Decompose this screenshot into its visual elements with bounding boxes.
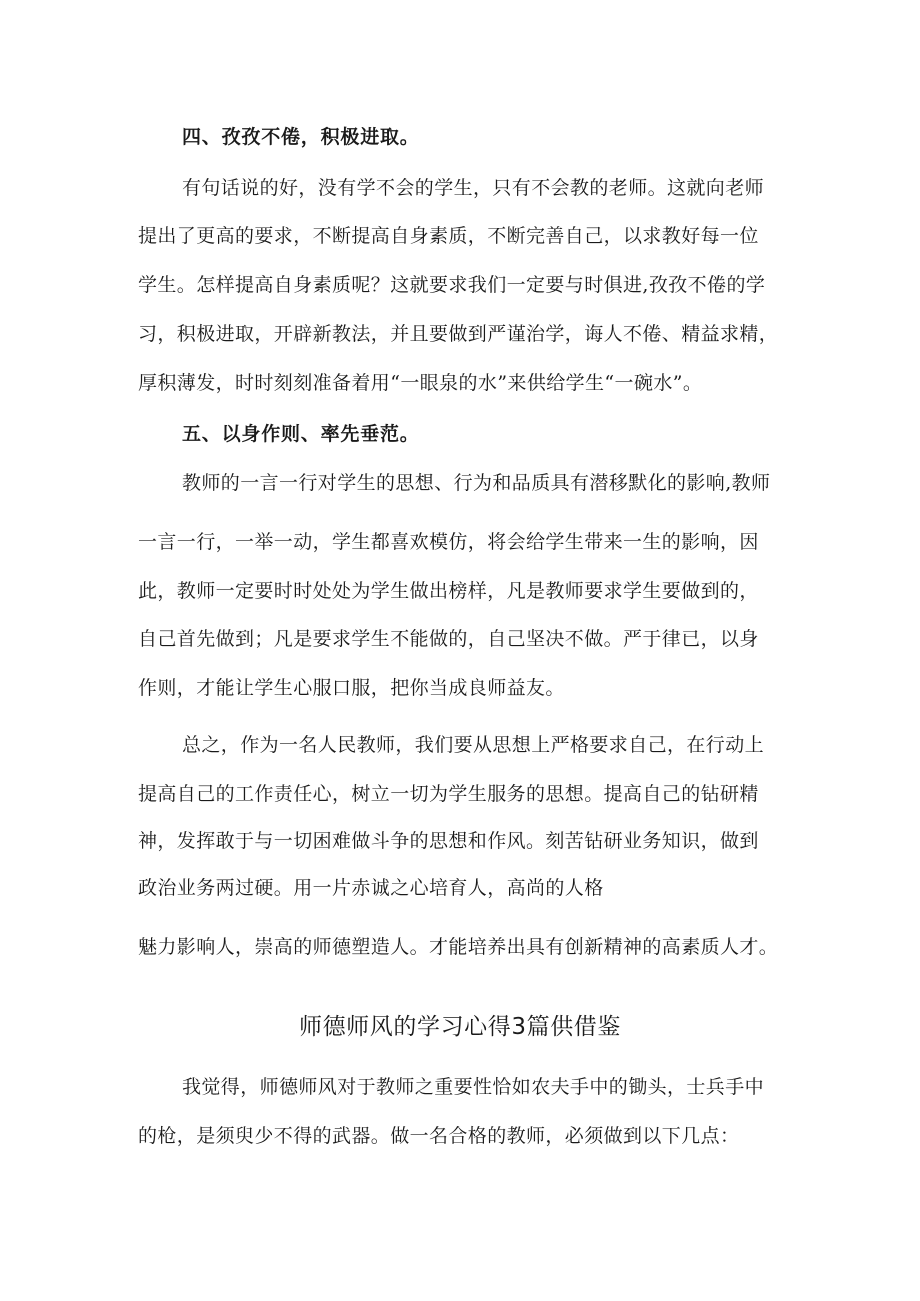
section-4-heading: 四、孜孜不倦，积极进取。 [182, 126, 420, 148]
section-5-line-5: 作则，才能让学生心服口服，把你当成良师益友。 [138, 677, 565, 699]
section-5-line-2: 一言一行，一举一动，学生都喜欢模仿，将会给学生带来一生的影响，因 [138, 531, 759, 553]
section-4-line-4: 习，积极进取，开辟新教法，并且要做到严谨治学，诲人不倦、精益求精， [138, 323, 779, 345]
conclusion-line-1: 总之，作为一名人民教师，我们要从思想上严格要求自己，在行动上 [182, 734, 765, 756]
article-3-line-2: 的枪，是须臾少不得的武器。做一名合格的教师，必须做到以下几点： [138, 1125, 740, 1147]
section-5-line-1: 教师的一言一行对学生的思想、行为和品质具有潜移默化的影响,教师 [182, 472, 771, 494]
section-5-line-4: 自己首先做到；凡是要求学生不能做的，自己坚决不做。严于律已，以身 [138, 628, 759, 650]
article-3-title: 师德师风的学习心得3篇供借鉴 [298, 1014, 622, 1040]
conclusion-line-3: 神，发挥敢于与一切困难做斗争的思想和作风。刻苦钻研业务知识，做到 [138, 830, 759, 852]
section-5-line-3: 此，教师一定要时时处处为学生做出榜样，凡是教师要求学生要做到的， [138, 580, 759, 602]
section-4-line-2: 提出了更高的要求，不断提高自身素质，不断完善自己，以求教好每一位 [138, 225, 759, 247]
section-4-line-3: 学生。怎样提高自身素质呢？这就要求我们一定要与时俱进,孜孜不倦的学 [138, 274, 766, 296]
section-4-line-5: 厚积薄发，时时刻刻准备着用“一眼泉的水”来供给学生“一碗水”。 [138, 372, 703, 394]
conclusion-line-4: 政治业务两过硬。用一片赤诚之心培育人，高尚的人格 [138, 877, 604, 899]
section-4-line-1: 有句话说的好，没有学不会的学生，只有不会教的老师。这就向老师 [182, 177, 765, 199]
section-5-heading: 五、以身作则、率先垂范。 [182, 423, 420, 445]
conclusion-line-2: 提高自己的工作责任心，树立一切为学生服务的思想。提高自己的钻研精 [138, 783, 759, 805]
conclusion-line-5: 魅力影响人，崇高的师德塑造人。才能培养出具有创新精神的高素质人才。 [138, 936, 779, 958]
article-3-line-1: 我觉得，师德师风对于教师之重要性恰如农夫手中的锄头，士兵手中 [182, 1076, 765, 1098]
